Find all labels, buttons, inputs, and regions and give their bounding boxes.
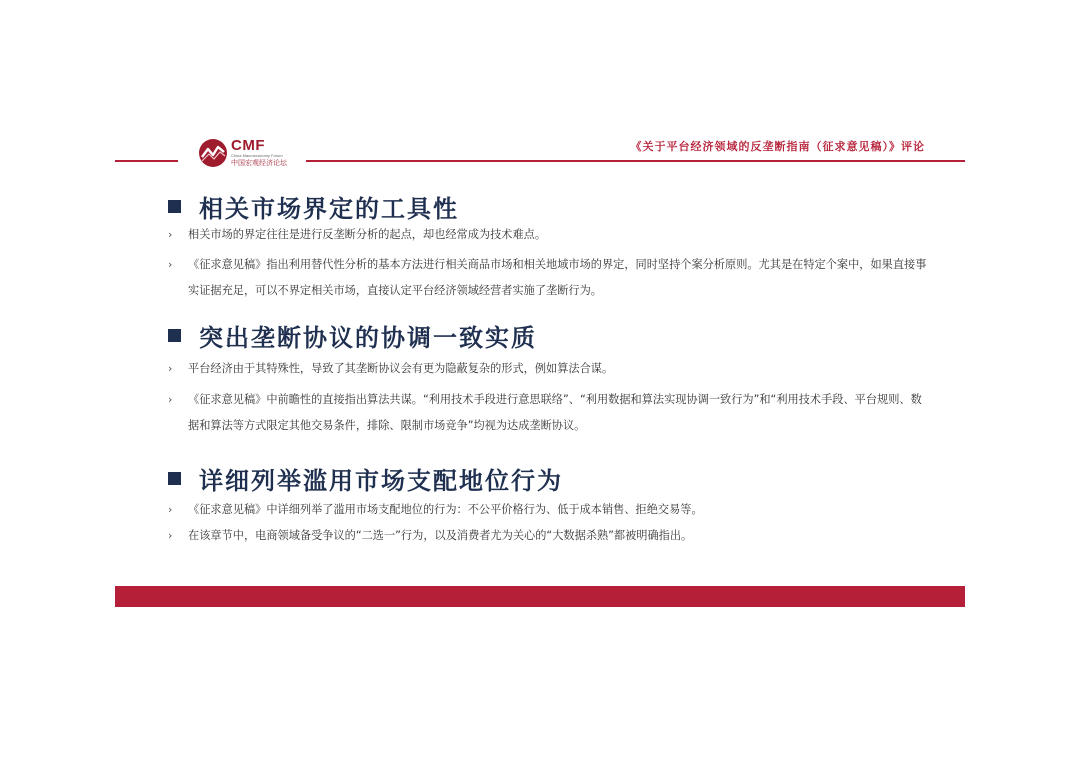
logo-subtitle-en: China Macroeconomy Forum: [231, 153, 283, 158]
bullet-text: 相关市场的界定往往是进行反垄断分析的起点，却也经常成为技术难点。: [188, 228, 547, 241]
heading-square-icon: [168, 329, 181, 342]
section-dominant-position-abuse: [168, 461, 928, 549]
bullet-item: [168, 497, 928, 523]
chevron-right-icon: ›: [168, 228, 173, 241]
bullet-item: [168, 252, 928, 304]
bullet-text: 《征求意见稿》指出利用替代性分析的基本方法进行相关商品市场和相关地域市场的界定，同时坚持个案分析原则。尤其是在特定个案中，如果直接事实证据充足，可以不界定相关市场，直接认定平台经济领域经营者实施了垄断行为。: [188, 258, 927, 297]
heading-square-icon: [168, 200, 181, 213]
section-monopoly-agreement: [168, 318, 928, 439]
header-rule-right: [306, 160, 965, 162]
bullet-item: [168, 222, 928, 248]
heading-text: 详细列举滥用市场支配地位行为: [199, 466, 563, 495]
bullet-text: 平台经济由于其特殊性，导致了其垄断协议会有更为隐蔽复杂的形式，例如算法合谋。: [188, 362, 614, 375]
bullet-item: [168, 523, 928, 549]
bullet-text: 《征求意见稿》中详细列举了滥用市场支配地位的行为：不公平价格行为、低于成本销售、拒绝交易等。: [188, 503, 703, 516]
heading-text: 相关市场界定的工具性: [199, 194, 459, 223]
section-heading: [168, 189, 928, 223]
chevron-right-icon: ›: [168, 362, 173, 375]
chevron-right-icon: ›: [168, 503, 173, 516]
section-market-definition: [168, 189, 928, 304]
heading-square-icon: [168, 472, 181, 485]
logo-subtitle-cn: 中国宏观经济论坛: [231, 159, 287, 167]
section-heading: [168, 318, 928, 352]
bullet-item: [168, 387, 928, 439]
chevron-right-icon: ›: [168, 393, 173, 406]
cmf-logo: [198, 138, 308, 168]
logo-title: CMF: [231, 137, 265, 154]
bullet-item: [168, 356, 928, 382]
document-title: 《关于平台经济领域的反垄断指南（征求意见稿）》评论: [630, 140, 925, 153]
chevron-right-icon: ›: [168, 529, 173, 542]
chevron-right-icon: ›: [168, 258, 173, 271]
header-rule-left: [115, 160, 178, 162]
bullet-text: 在该章节中，电商领域备受争议的“二选一”行为，以及消费者尤为关心的“大数据杀熟”都被明确指出。: [188, 529, 693, 542]
section-heading: [168, 461, 928, 495]
bullet-text: 《征求意见稿》中前瞻性的直接指出算法共谋。“利用技术手段进行意思联络”、“利用数据和算法实现协调一致行为”和“利用技术手段、平台规则、数据和算法等方式限定其他交易条件，排除、限制市场竞争”均视为达成垄断协议。: [188, 393, 922, 432]
heading-text: 突出垄断协议的协调一致实质: [199, 323, 537, 352]
cmf-logo-mark-icon: [198, 138, 228, 168]
footer-red-bar: [115, 586, 965, 607]
